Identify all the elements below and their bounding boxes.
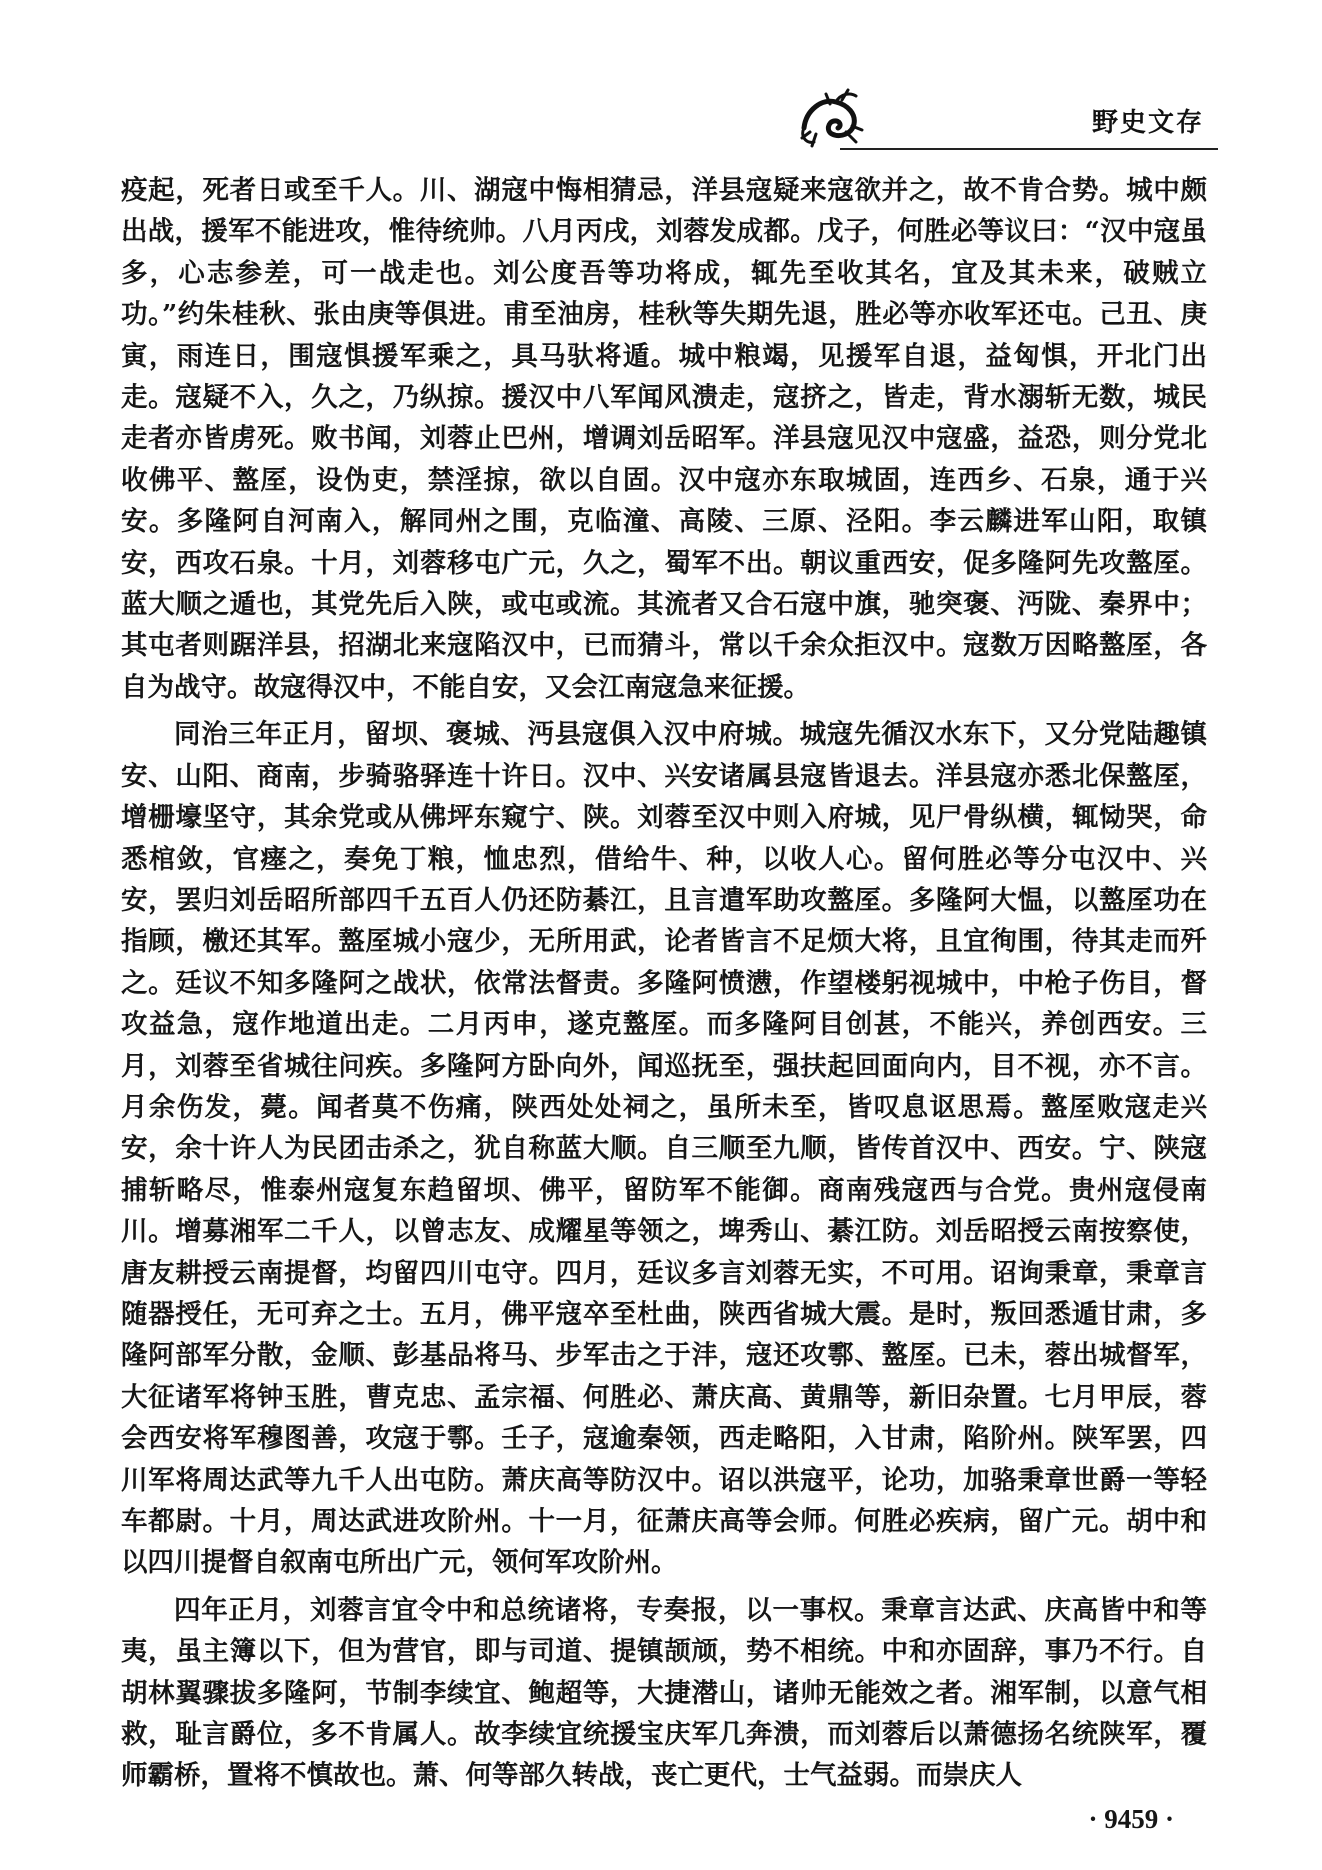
- series-title: 野史文存: [1091, 108, 1204, 138]
- dragon-emblem-icon: [796, 88, 866, 150]
- paragraph: 疫起，死者日或至千人。川、湖寇中悔相猜忌，洋县寇疑来寇欲并之，故不肯合势。城中颇出战，援军不能进攻，惟待统帅。八月丙戌，刘蓉发成都。戊子，何胜必等议曰：“汉中寇虽多，心志参差，可一战走也。刘公度吾等功将成，辄先至收其名，宜及其未来，破贼立功。”约朱桂秋、张由庚等俱进。甫至油房，桂秋等失期先退，胜必等亦收军还屯。己丑、庚寅，雨连日，围寇惧援军乘之，具马驮将遁。城中粮竭，见援军自退，益匈惧，开北门出走。寇疑不入，久之，乃纵掠。援汉中八军闻风溃走，寇挤之，皆走，背水溺斩无数，城民走者亦皆虏死。败书闻，刘蓉止巴州，增调刘岳昭军。洋县寇见汉中寇盛，益恐，则分党北收佛平、盩厔，设伪吏，禁淫掠，欲以自固。汉中寇亦东取城固，连西乡、石泉，通于兴安。多隆阿自河南入，解同州之围，克临潼、高陵、三原、泾阳。李云麟进军山阳，取镇安，西攻石泉。十月，刘蓉移屯广元，久之，蜀军不出。朝议重西安，促多隆阿先攻盩厔。蓝大顺之遁也，其党先后入陕，或屯或流。其流者又合石寇中旗，驰突褒、沔陇、秦界中；其屯者则踞洋县，招湖北来寇陷汉中，已而猜斗，常以千余众拒汉中。寇数万因略盩厔，各自为战守。故寇得汉中，不能自安，又会江南寇急来征援。: [121, 175, 1207, 703]
- page-number: · 9459 ·: [1088, 1804, 1174, 1834]
- page-header: [786, 84, 1218, 154]
- main-text: [121, 170, 1207, 1803]
- paragraph: 同治三年正月，留坝、褒城、沔县寇俱入汉中府城。城寇先循汉水东下，又分党陆趣镇安、山阳、商南，步骑骆驿连十许日。汉中、兴安诸属县寇皆退去。洋县寇亦悉北保盩厔，增栅壕坚守，其余党或从佛坪东窥宁、陕。刘蓉至汉中则入府城，见尸骨纵横，辄恸哭，命悉棺敛，官瘗之，奏免丁粮，恤忠烈，借给牛、种，以收人心。留何胜必等分屯汉中、兴安，罢归刘岳昭所部四千五百人仍还防綦江，且言遣军助攻盩厔。多隆阿大愠，以盩厔功在指顾，檄还其军。盩厔城小寇少，无所用武，论者皆言不足烦大将，且宜徇围，待其走而歼之。廷议不知多隆阿之战状，依常法督责。多隆阿愤懑，作望楼躬视城中，中枪子伤目，督攻益急，寇作地道出走。二月丙申，遂克盩厔。而多隆阿目创甚，不能兴，养创西安。三月，刘蓉至省城往问疾。多隆阿方卧向外，闻巡抚至，强扶起回面向内，目不视，亦不言。月余伤发，薨。闻者莫不伤痛，陕西处处祠之，虽所未至，皆叹息讴思焉。盩厔败寇走兴安，余十许人为民团击杀之，犹自称蓝大顺。自三顺至九顺，皆传首汉中、西安。宁、陕寇捕斩略尽，惟泰州寇复东趋留坝、佛平，留防军不能御。商南残寇西与合党。贵州寇侵南川。增募湘军二千人，以曾志友、成耀星等领之，埤秀山、綦江防。刘岳昭授云南按察使，唐友耕授云南提督，均留四川屯守。四月，廷议多言刘蓉无实，不可用。诏询秉章，秉章言随器授任，无可弃之士。五月，佛平寇卒至杜曲，陕西省城大震。是时，叛回悉遁甘肃，多隆阿部军分散，金顺、彭基品将马、步军击之于沣，寇还攻鄠、盩厔。已未，蓉出城督军，大征诸军将钟玉胜，曹克忠、孟宗福、何胜必、萧庆高、黄鼎等，新旧杂置。七月甲辰，蓉会西安将军穆图善，攻寇于鄠。壬子，寇逾秦领，西走略阳，入甘肃，陷阶州。陕军罢，四川军将周达武等九千人出屯防。萧庆高等防汉中。诏以洪寇平，论功，加骆秉章世爵一等轻车都尉。十月，周达武进攻阶州。十一月，征萧庆高等会师。何胜必疾病，留广元。胡中和以四川提督自叙南屯所出广元，领何军攻阶州。: [121, 719, 1207, 1579]
- header-rule: [840, 148, 1218, 150]
- paragraph: 四年正月，刘蓉言宜令中和总统诸将，专奏报，以一事权。秉章言达武、庆高皆中和等夷，虽主簿以下，但为营官，即与司道、提镇颉颃，势不相统。中和亦固辞，事乃不行。自胡林翼骤拔多隆阿，节制李续宜、鲍超等，大捷潜山，诸帅无能效之者。湘军制，以意气相救，耻言爵位，多不肯属人。故李续宜统援宝庆军几奔溃，而刘蓉后以萧德扬名统陕军，覆师霸桥，置将不慎故也。萧、何等部久转战，丧亡更代，士气益弱。而崇庆人: [121, 1594, 1207, 1792]
